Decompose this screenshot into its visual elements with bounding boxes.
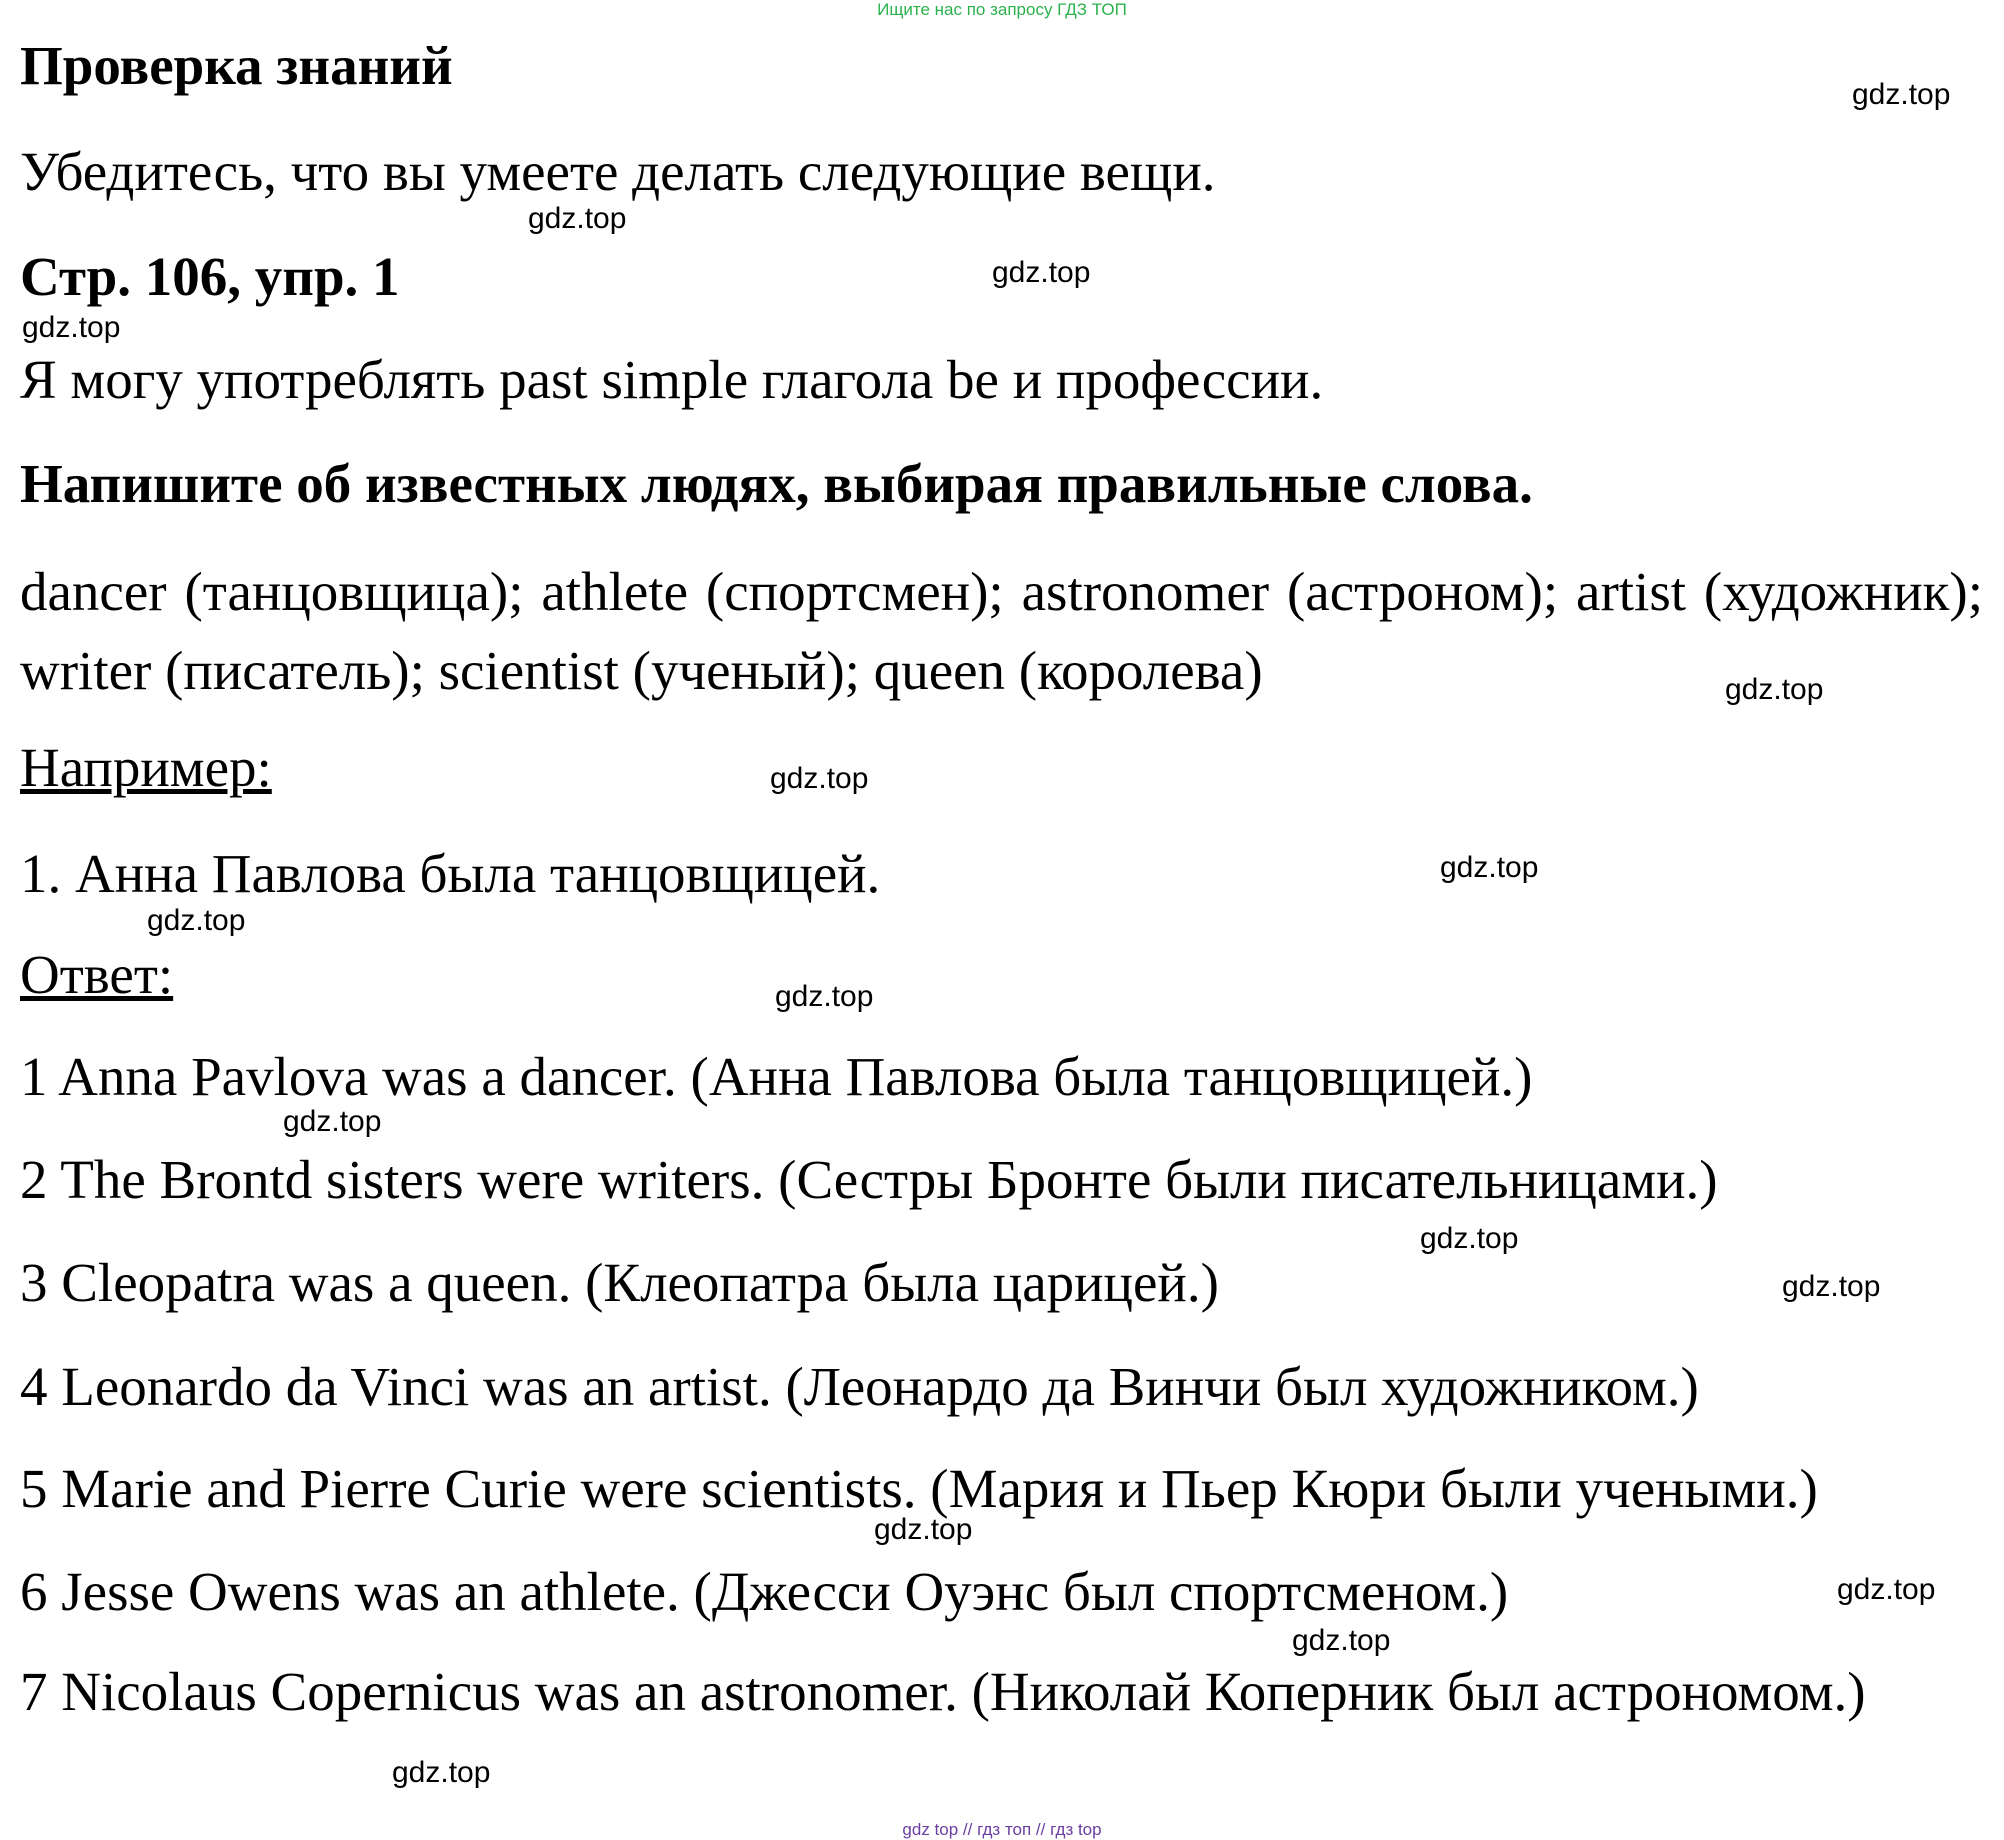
answer-label: Ответ: [20,944,174,1005]
watermark: gdz.top [22,311,121,344]
watermark: gdz.top [147,904,246,937]
watermark: gdz.top [1420,1222,1519,1255]
watermark: gdz.top [392,1756,491,1789]
watermark: gdz.top [874,1513,973,1546]
intro-text: Убедитесь, что вы умеете делать следующие вещи. [20,141,1216,202]
watermark: gdz.top [1440,851,1539,884]
watermark: gdz.top [528,202,627,235]
watermark: gdz.top [775,980,874,1013]
answer-line: 7 Nicolaus Copernicus was an astronomer. (Николай Коперник был астрономом.) [20,1661,1866,1722]
watermark: gdz.top [1725,673,1824,706]
watermark: gdz.top [1852,78,1951,111]
can-do-statement: Я могу употреблять past simple глагола be и профессии. [20,349,1324,410]
answer-line: 5 Marie and Pierre Curie were scientists. (Мария и Пьер Кюри были учеными.) [20,1458,1818,1519]
answer-line: 1 Anna Pavlova was a dancer. (Анна Павлова была танцовщицей.) [20,1046,1533,1107]
answer-line: 6 Jesse Owens was an athlete. (Джесси Оуэнс был спортсменом.) [20,1561,1509,1622]
vocab-list: dancer (танцовщица); athlete (спортсмен); astronomer (астроном); artist (художник); writer (писатель); scientist (ученый); queen (королева) [20,561,1983,701]
example-sentence: 1. Анна Павлова была танцовщицей. [20,843,881,904]
watermark: gdz.top [1292,1624,1391,1657]
watermark: gdz.top [770,762,869,795]
exercise-ref: Стр. 106, упр. 1 [20,246,400,307]
page-title: Проверка знаний [20,35,453,96]
answer-line: 4 Leonardo da Vinci was an artist. (Леонардо да Винчи был художником.) [20,1356,1699,1417]
example-label: Например: [20,737,272,798]
watermark: gdz.top [1782,1270,1881,1303]
watermark: gdz.top [1837,1573,1936,1606]
watermark: gdz.top [283,1105,382,1138]
answer-line: 3 Cleopatra was a queen. (Клеопатра была царицей.) [20,1252,1219,1313]
footer-links: gdz top // гдз топ // гдз top [902,1820,1102,1839]
top-banner: Ищите нас по запросу ГДЗ ТОП [877,0,1127,19]
answer-line: 2 The Brontd sisters were writers. (Сестры Бронте были писательницами.) [20,1149,1718,1210]
watermark: gdz.top [992,256,1091,289]
task-heading: Напишите об известных людях, выбирая правильные слова. [20,453,1533,514]
